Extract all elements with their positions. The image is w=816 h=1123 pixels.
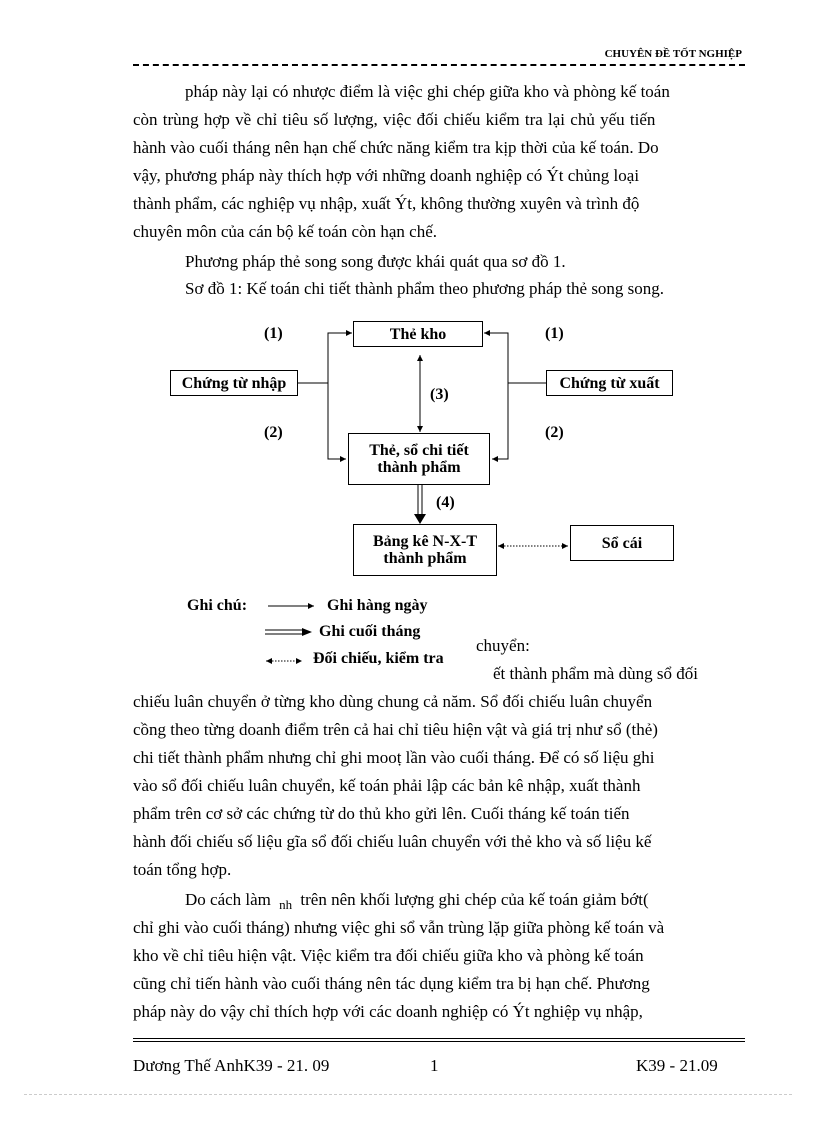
paragraph-line: chỉ ghi vào cuối tháng) nhưng việc ghi sổ vẫn trùng lặp giữa phòng kế toán và <box>133 918 665 937</box>
box-so-cai: Sổ cái <box>570 525 674 561</box>
partial-line-a: chuyển: <box>476 636 530 655</box>
box-the-kho: Thẻ kho <box>353 321 483 347</box>
paragraph-text: Do cách làm <box>185 890 271 909</box>
box-chung-tu-nhap: Chứng từ nhập <box>170 370 298 396</box>
intro-line: Phương pháp thẻ song song được khái quát qua sơ đồ 1. <box>185 252 566 271</box>
paragraph-line: pháp này do vậy chỉ thích hợp với các doanh nghiệp có Ýt nghiệp vụ nhập, <box>133 1002 643 1021</box>
legend-daily: Ghi hàng ngày <box>327 597 428 614</box>
box-the-so-chi-tiet: Thẻ, sổ chi tiết thành phẩm <box>348 433 490 485</box>
legend-reconcile: Đối chiếu, kiểm tra <box>313 650 448 668</box>
paragraph-text-small: nh <box>279 897 293 912</box>
paragraph-line: chiếu luân chuyển ở từng kho dùng chung cả năm. Sổ đối chiếu luân chuyển <box>133 692 653 711</box>
label-2-left: (2) <box>264 424 283 441</box>
paragraph-line: hành đối chiếu số liệu gĩa sổ đối chiếu luân chuyển với thẻ kho và số liệu kế <box>133 832 652 851</box>
legend-title: Ghi chú: <box>187 597 248 614</box>
paragraph-line: hành vào cuối tháng nên hạn chế chức năng kiểm tra kịp thời của kế toán. Do <box>133 138 659 157</box>
label-3: (3) <box>430 386 449 403</box>
page-bottom-edge <box>24 1094 792 1095</box>
box-bang-ke: Bảng kê N-X-T thành phẩm <box>353 524 497 576</box>
legend-month-arrow-head <box>302 628 312 636</box>
legend-month-end: Ghi cuối tháng <box>319 623 421 640</box>
arrow-month-end-head <box>414 514 426 524</box>
paragraph-line: cồng theo từng doanh điểm trên cả hai chỉ tiêu hiện vật và giá trị như sổ (thẻ) <box>133 720 658 739</box>
paragraph-line: thành phẩm, các nghiệp vụ nhập, xuất Ýt, không thường xuyên và trình độ <box>133 194 640 213</box>
paragraph-line: phẩm trên cơ sở các chứng từ do thủ kho gửi lên. Cuối tháng kế toán tiến <box>133 804 630 823</box>
paragraph-line: chuyên môn của cán bộ kế toán còn hạn chế. <box>133 222 437 241</box>
label-2-right: (2) <box>545 424 564 441</box>
paragraph-line: kho về chỉ tiêu hiện vật. Việc kiểm tra đối chiếu giữa kho và phòng kế toán <box>133 946 644 965</box>
footer-page-number: 1 <box>430 1056 439 1075</box>
paragraph-line: còn trùng hợp về chỉ tiêu số lượng, việc đối chiếu kiểm tra lại chủ yếu tiến <box>133 110 656 129</box>
paragraph-line: pháp này lại có nhược điểm là việc ghi chép giữa kho và phòng kế toán <box>185 82 670 101</box>
label-1-left: (1) <box>264 325 283 342</box>
paragraph-line-start <box>185 890 649 910</box>
box-chung-tu-xuat: Chứng từ xuất <box>546 370 673 396</box>
paragraph-line: toán tổng hợp. <box>133 860 232 879</box>
paragraph-line: vào sổ đối chiếu luân chuyển, kế toán phải lập các bản kê nhập, xuất thành <box>133 776 641 795</box>
paragraph-text: trên nên khối lượng ghi chép của kế toán giảm bớt( <box>300 890 649 909</box>
partial-line-b: ết thành phẩm mà dùng sổ đối <box>493 664 698 683</box>
arrow-xuat-to-thekho <box>484 333 546 383</box>
label-1-right: (1) <box>545 325 564 342</box>
label-4: (4) <box>436 494 455 511</box>
footer-class-code: K39 - 21.09 <box>636 1056 718 1075</box>
page-header-title: CHUYÊN ĐỀ TỐT NGHIỆP <box>604 48 742 60</box>
paragraph-line: vậy, phương pháp này thích hợp với những doanh nghiệp có Ýt chủng loại <box>133 166 640 185</box>
arrow-nhap-to-thekho <box>298 333 352 383</box>
paragraph-line: cũng chỉ tiến hành vào cuối tháng nên tác dụng kiểm tra bị hạn chế. Phương <box>133 974 650 993</box>
footer-author: Dương Thế AnhK39 - 21. 09 <box>133 1056 330 1075</box>
footer-divider <box>133 1038 745 1042</box>
arrow-nhap-to-chitiet <box>328 383 346 459</box>
paragraph-line: chi tiết thành phẩm nhưng chỉ ghi mooṭ lần vào cuối tháng. Để có số liệu ghi <box>133 748 655 767</box>
diagram-caption: Sơ đồ 1: Kế toán chi tiết thành phẩm theo phương pháp thẻ song song. <box>185 279 665 298</box>
arrow-xuat-to-chitiet <box>492 383 508 459</box>
